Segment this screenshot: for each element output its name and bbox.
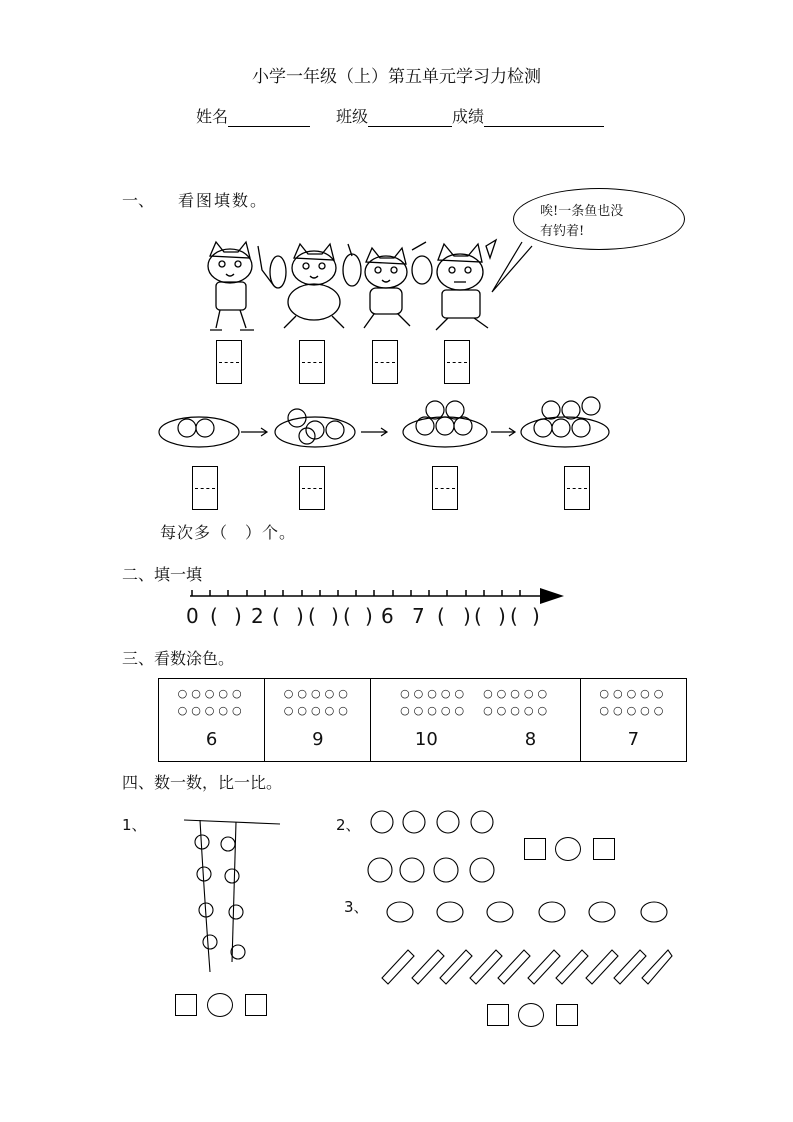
circle-row[interactable]: ○○○○○ ○○○○○ — [400, 704, 552, 717]
compare-box-1-right[interactable] — [245, 994, 267, 1016]
circle-group[interactable] — [159, 679, 264, 719]
section1-heading: 看图填数。 — [178, 191, 269, 210]
circle-row[interactable]: ○○○○○ — [177, 687, 246, 700]
score-label: 成绩 — [452, 107, 485, 126]
cell-number: 7 — [627, 729, 640, 750]
numline-blank-9-open[interactable]: ( — [474, 604, 482, 628]
cat-2-icon — [284, 244, 361, 328]
numline-blank-9-close[interactable]: ) — [498, 604, 506, 628]
answer-box-plate-1[interactable] — [192, 466, 218, 510]
numline-blank-5-open[interactable]: ( — [343, 604, 351, 628]
cat-4-icon — [436, 240, 496, 330]
class-label: 班级 — [336, 107, 369, 126]
numline-blank-8-close[interactable]: ) — [463, 604, 471, 628]
circle-group[interactable] — [581, 679, 686, 719]
bubble-text — [540, 202, 670, 242]
circle-row[interactable]: ○○○○○ — [177, 704, 246, 717]
numline-blank-4-close[interactable]: ) — [331, 604, 339, 628]
numline-7: 7 — [412, 604, 425, 628]
cell-number: 9 — [312, 729, 324, 750]
compare-circle-3[interactable] — [518, 1003, 544, 1027]
circle-group[interactable] — [371, 679, 579, 719]
section4-heading: 四、数一数，比一比。 — [122, 773, 283, 792]
cell-number: 6 — [205, 729, 218, 750]
page-title: 小学一年级（上）第五单元学习力检测 — [252, 67, 541, 87]
name-label: 姓名 — [196, 107, 229, 126]
section1-number: 一、 — [122, 191, 155, 210]
circle-row[interactable]: ○○○○○ ○○○○○ — [400, 687, 552, 700]
birds-and-pencils-illustration — [380, 892, 674, 992]
circle-row[interactable]: ○○○○○ — [599, 704, 668, 717]
numline-blank-5-close[interactable]: ) — [365, 604, 373, 628]
circle-row[interactable]: ○○○○○ — [283, 687, 352, 700]
compare-box-3-left[interactable] — [487, 1004, 509, 1026]
cat-3-icon — [364, 242, 432, 328]
numline-blank-10-close[interactable]: ) — [532, 604, 540, 628]
circle-group[interactable] — [265, 679, 370, 719]
number-line — [186, 586, 568, 606]
every-time-more: 每次多（ ）个。 — [160, 523, 297, 542]
item-2-label: 2、 — [336, 816, 361, 834]
answer-box-cat-4[interactable] — [444, 340, 470, 384]
cell-number: 8 — [524, 729, 537, 750]
numline-blank-3-open[interactable]: ( — [272, 604, 280, 628]
color-cell-10-8[interactable] — [371, 679, 580, 762]
answer-box-cat-3[interactable] — [372, 340, 398, 384]
color-cell-9[interactable] — [265, 679, 371, 762]
bubble-line-2: 有钓着! — [540, 224, 585, 239]
compare-circle-2[interactable] — [555, 837, 581, 861]
numline-blank-1-open[interactable]: ( — [210, 604, 218, 628]
name-blank[interactable] — [228, 110, 310, 127]
numline-blank-1-close[interactable]: ) — [234, 604, 242, 628]
numline-blank-8-open[interactable]: ( — [437, 604, 445, 628]
answer-box-plate-2[interactable] — [299, 466, 325, 510]
compare-circle-1[interactable] — [207, 993, 233, 1017]
answer-box-cat-2[interactable] — [299, 340, 325, 384]
answer-box-plate-4[interactable] — [564, 466, 590, 510]
item-3-label: 3、 — [344, 898, 369, 916]
color-cell-7[interactable] — [580, 679, 686, 762]
apple-plates-illustration — [155, 392, 615, 458]
cell-numbers — [371, 729, 579, 750]
numline-blank-3-close[interactable]: ) — [296, 604, 304, 628]
bubble-line-1: 唉!一条鱼也没 — [540, 204, 624, 219]
name-field[interactable] — [196, 104, 310, 127]
cats-fishing-illustration — [198, 236, 508, 342]
numline-blank-10-open[interactable]: ( — [510, 604, 518, 628]
compare-box-3-right[interactable] — [556, 1004, 578, 1026]
compare-box-2-right[interactable] — [593, 838, 615, 860]
item-1-label: 1、 — [122, 816, 147, 834]
compare-box-1-left[interactable] — [175, 994, 197, 1016]
circle-row[interactable]: ○○○○○ — [283, 704, 352, 717]
class-field[interactable] — [336, 104, 604, 127]
section2-heading: 二、填一填 — [122, 565, 203, 584]
numline-6: 6 — [381, 604, 394, 628]
color-cell-6[interactable] — [159, 679, 265, 762]
cat-1-icon — [208, 242, 286, 330]
compare-box-2-left[interactable] — [524, 838, 546, 860]
section3-heading: 三、看数涂色。 — [122, 649, 235, 668]
circle-row[interactable]: ○○○○○ — [599, 687, 668, 700]
monkeys-on-vine-illustration — [180, 812, 284, 978]
numline-blank-4-open[interactable]: ( — [308, 604, 316, 628]
color-circles-table — [158, 678, 687, 762]
numline-2: 2 — [251, 604, 264, 628]
cell-number: 10 — [414, 729, 438, 750]
answer-box-cat-1[interactable] — [216, 340, 242, 384]
answer-box-plate-3[interactable] — [432, 466, 458, 510]
class-blank[interactable] — [368, 110, 452, 127]
flower-heads-illustration — [366, 804, 506, 890]
numline-0: 0 — [186, 604, 199, 628]
score-blank[interactable] — [484, 110, 604, 127]
